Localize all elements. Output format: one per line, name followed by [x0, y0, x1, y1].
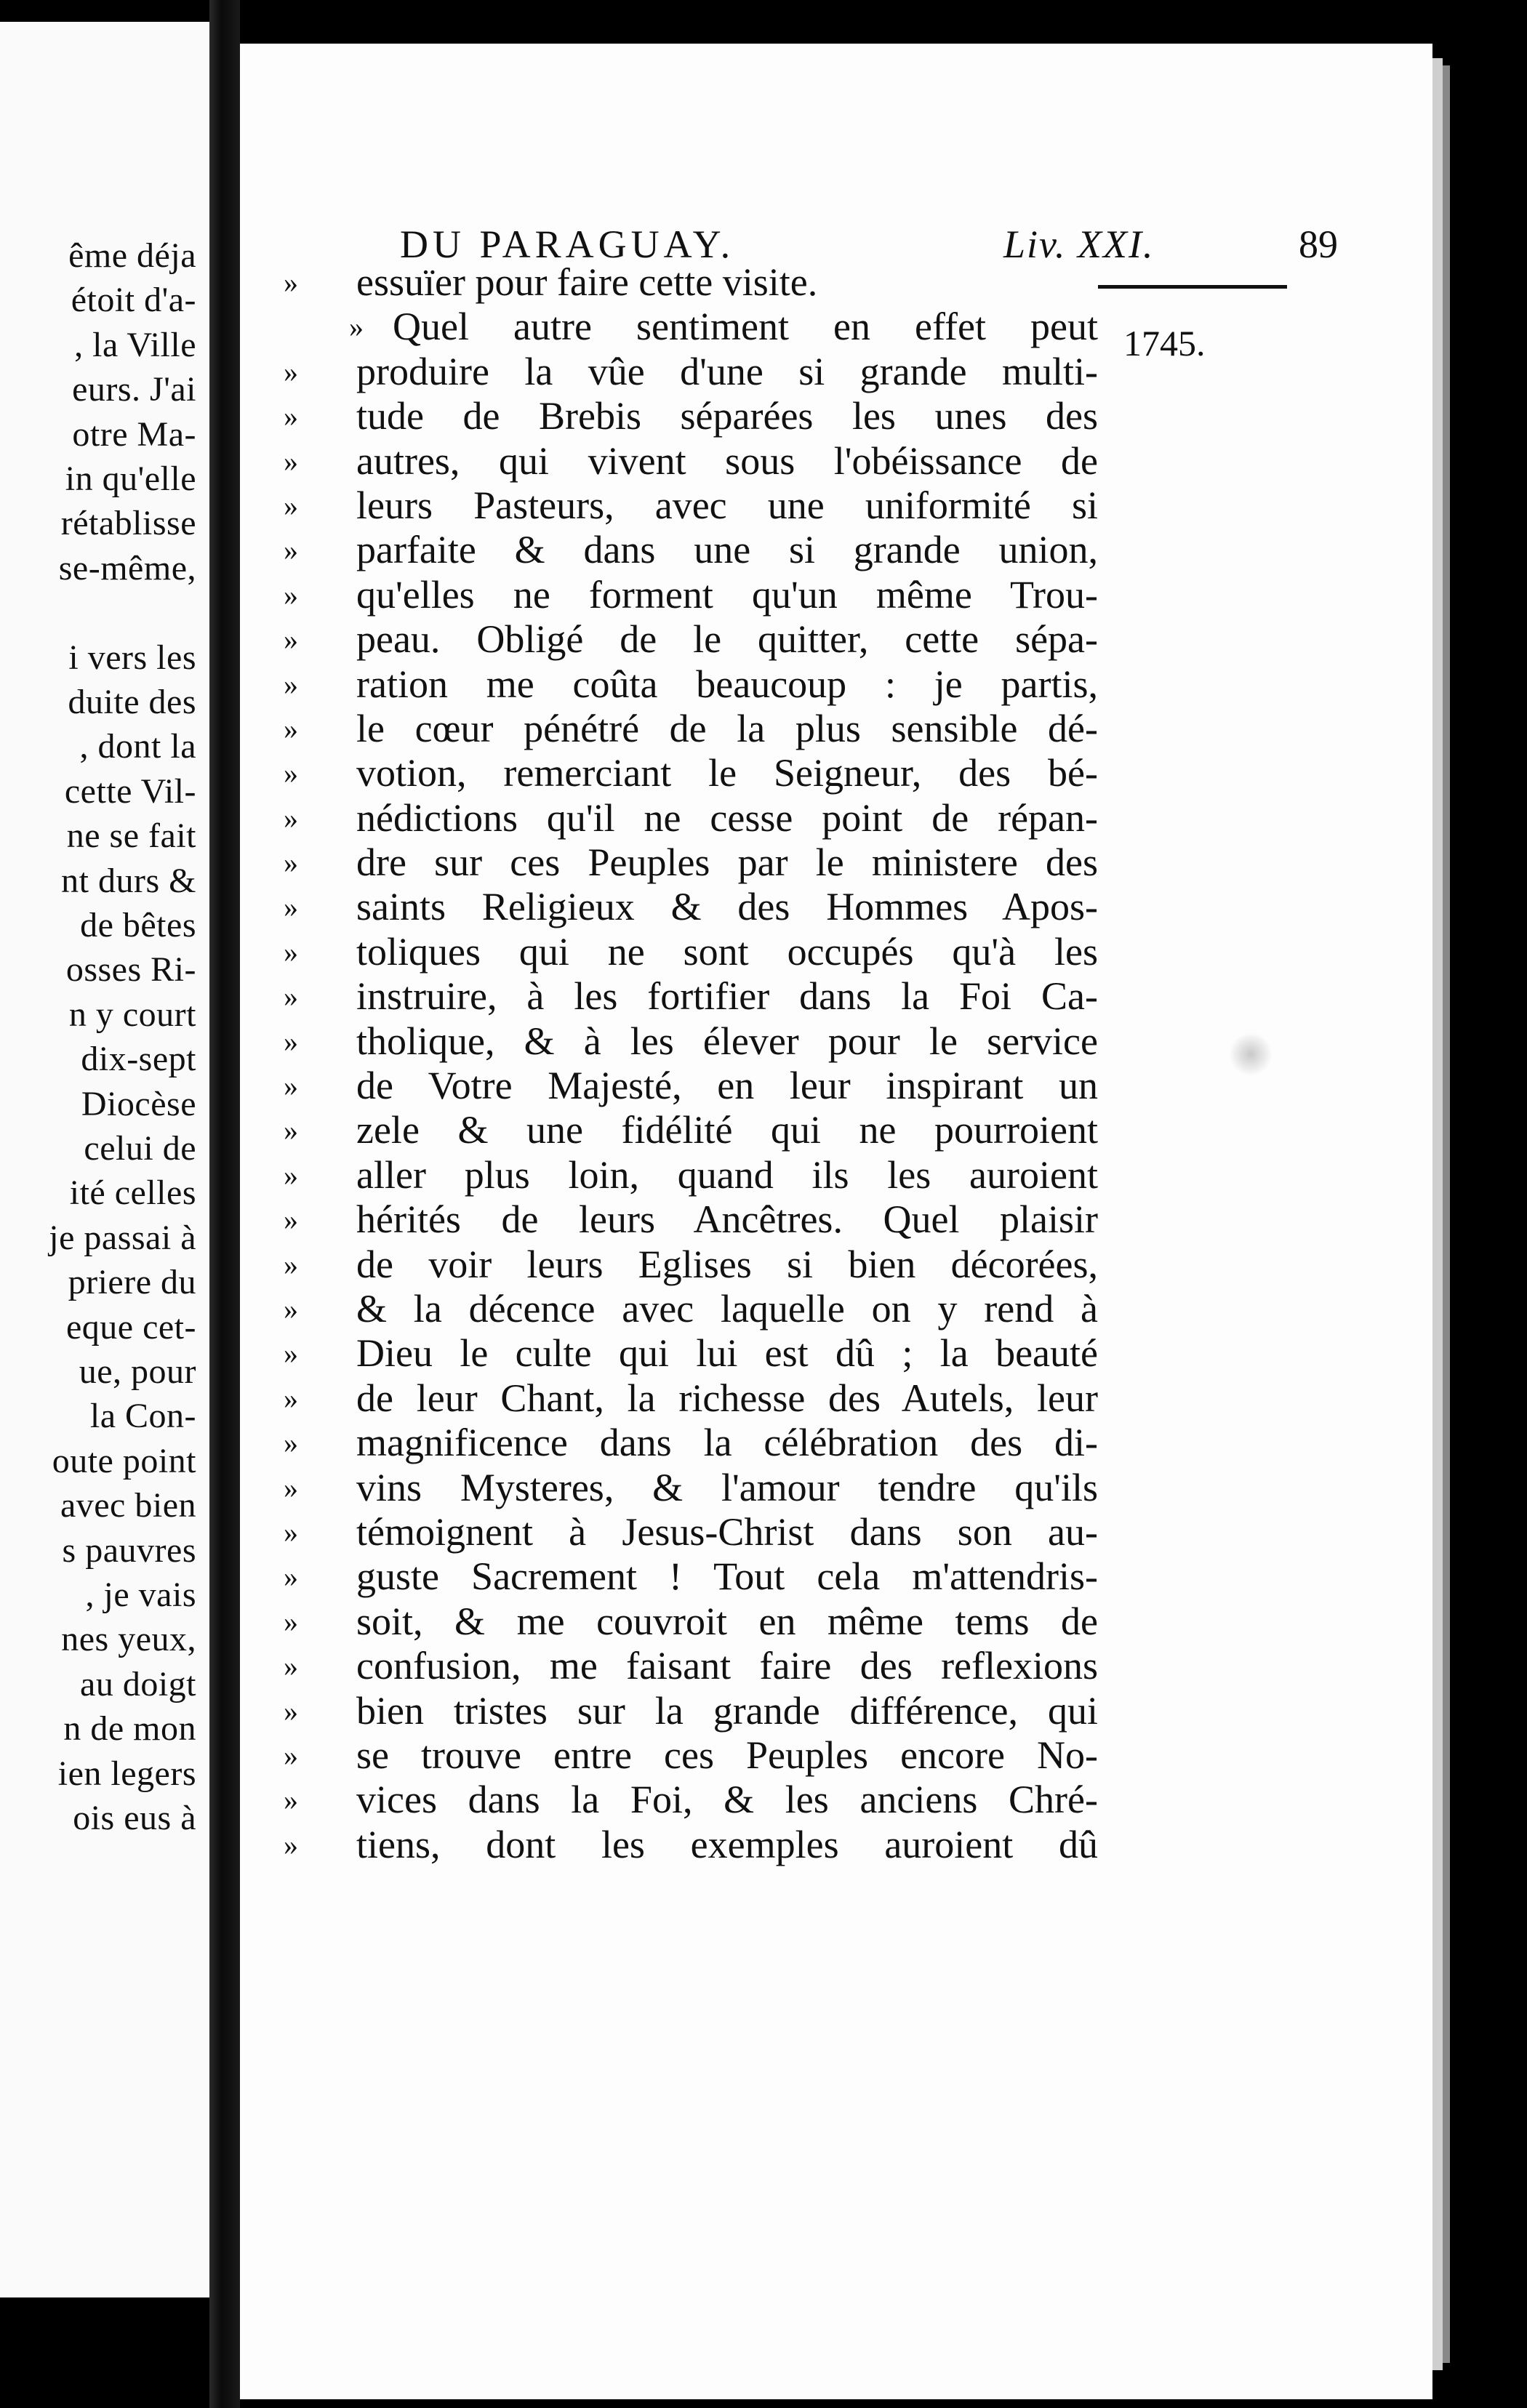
- quotation-mark: »: [284, 534, 298, 567]
- text-line: [284, 930, 1098, 974]
- margin-year: 1745.: [1123, 323, 1206, 364]
- quotation-mark: »: [284, 1426, 298, 1460]
- quotation-mark: »: [284, 1605, 298, 1638]
- left-page-line: rétablisse: [60, 504, 196, 543]
- line-text: zele & une fidélité qui ne pourroient: [356, 1108, 1098, 1152]
- line-text: tiens, dont les exemples auroient dû: [356, 1822, 1098, 1866]
- left-page-line: , je vais: [85, 1576, 196, 1614]
- text-line: [284, 1019, 1098, 1064]
- text-line: [284, 1554, 1098, 1599]
- page-edge: [1432, 58, 1443, 2370]
- quotation-mark: »: [284, 935, 298, 968]
- quotation-mark: »: [284, 1203, 298, 1237]
- line-text: parfaite & dans une si grande union,: [356, 528, 1098, 572]
- text-line: [284, 1108, 1098, 1152]
- text-line: [284, 617, 1098, 662]
- left-page-line: ité celles: [69, 1173, 196, 1213]
- text-line: [284, 1331, 1098, 1376]
- text-line: [284, 483, 1098, 528]
- line-text: nédictions qu'il ne cesse point de répan-: [356, 795, 1098, 840]
- body-text: [284, 260, 1098, 1867]
- quotation-mark: »: [284, 891, 298, 924]
- quotation-mark: »: [284, 578, 298, 611]
- text-line: [284, 885, 1098, 929]
- left-page-line: n de mon: [63, 1709, 196, 1749]
- line-text: produire la vûe d'une si grande multi-: [356, 349, 1098, 393]
- quotation-mark: »: [284, 1828, 298, 1861]
- quotation-mark: »: [284, 1248, 298, 1281]
- quotation-mark: »: [284, 623, 298, 657]
- left-facing-page: [0, 22, 209, 2297]
- text-line: [284, 1466, 1098, 1510]
- quotation-mark: »: [284, 846, 298, 880]
- left-page-line: de bêtes: [80, 906, 196, 944]
- text-line: [284, 1197, 1098, 1242]
- quotation-mark: »: [284, 1337, 298, 1370]
- line-text: magnificence dans la célébration des di-: [356, 1421, 1098, 1465]
- quotation-mark: »: [349, 310, 364, 344]
- left-page-line: ois eus à: [73, 1799, 196, 1837]
- quotation-mark: »: [284, 1694, 298, 1727]
- line-text: confusion, me faisant faire des reflexions: [356, 1644, 1098, 1688]
- left-page-line: dix-sept: [81, 1040, 196, 1079]
- text-line: [284, 1733, 1098, 1778]
- line-text: de voir leurs Eglises si bien décorées,: [356, 1242, 1098, 1286]
- quotation-mark: »: [284, 801, 298, 835]
- text-line: [284, 662, 1098, 707]
- text-line: [284, 1600, 1098, 1644]
- paper-smudge: [1229, 1032, 1272, 1076]
- quotation-mark: »: [284, 1381, 298, 1415]
- line-text: tude de Brebis séparées les unes des: [356, 394, 1098, 438]
- text-line: [284, 1153, 1098, 1197]
- line-text: qu'elles ne forment qu'un même Trou-: [356, 572, 1098, 617]
- quotation-mark: »: [284, 1114, 298, 1147]
- quotation-mark: »: [284, 1738, 298, 1772]
- text-line: [284, 1689, 1098, 1733]
- line-text: ration me coûta beaucoup : je partis,: [356, 662, 1098, 706]
- left-page-line: ne se fait: [66, 816, 196, 856]
- line-text: de Votre Majesté, en leur inspirant un: [356, 1064, 1098, 1108]
- text-line: [284, 439, 1098, 483]
- left-page-line: au doigt: [80, 1664, 196, 1703]
- text-line: [284, 350, 1098, 394]
- book-number: Liv. XXI.: [1003, 222, 1155, 266]
- text-line: [284, 751, 1098, 795]
- quotation-mark: »: [284, 266, 298, 299]
- line-text: soit, & me couvroit en même tems de: [356, 1599, 1098, 1643]
- book-gutter: [209, 0, 240, 2408]
- quotation-mark: »: [284, 1560, 298, 1594]
- line-text: Dieu le culte qui lui est dû ; la beauté: [356, 1331, 1098, 1376]
- left-page-line: ême déja: [68, 236, 196, 275]
- quotation-mark: »: [284, 980, 298, 1014]
- left-page-line: avec bien: [60, 1486, 196, 1525]
- line-text: autres, qui vivent sous l'obéissance de: [356, 438, 1098, 483]
- text-line: [284, 1421, 1098, 1465]
- left-page-line: nt durs &: [61, 861, 196, 900]
- line-text: guste Sacrement ! Tout cela m'attendris-: [356, 1554, 1098, 1599]
- left-page-line: étoit d'a-: [71, 281, 196, 320]
- left-page-line: se-même,: [58, 548, 196, 587]
- line-text: se trouve entre ces Peuples encore No-: [356, 1733, 1098, 1777]
- page-edge-shadow: [1443, 65, 1450, 2363]
- left-page-line: eurs. J'ai: [72, 370, 196, 409]
- quotation-mark: »: [284, 1292, 298, 1325]
- quotation-mark: »: [284, 400, 298, 433]
- line-text: témoignent à Jesus-Christ dans son au-: [356, 1509, 1098, 1554]
- line-text: tholique, & à les élever pour le service: [356, 1019, 1098, 1063]
- page-number: 89: [1299, 222, 1338, 266]
- left-page-line: ien legers: [57, 1754, 196, 1793]
- quotation-mark: »: [284, 1069, 298, 1103]
- line-text: saints Religieux & des Hommes Apos-: [356, 885, 1098, 929]
- left-page-line: eque cet-: [65, 1307, 196, 1347]
- text-line: [284, 1510, 1098, 1554]
- left-page-line: n y court: [68, 995, 196, 1034]
- text-line: [284, 394, 1098, 438]
- line-text: peau. Obligé de le quitter, cette sépa-: [356, 617, 1098, 662]
- text-line: [284, 1778, 1098, 1822]
- left-page-line: , la Ville: [74, 325, 196, 364]
- text-line: [284, 796, 1098, 840]
- left-page-line: osses Ri-: [65, 950, 196, 990]
- quotation-mark: »: [284, 1158, 298, 1192]
- quotation-mark: »: [284, 1471, 298, 1504]
- left-page-line: s pauvres: [62, 1530, 196, 1570]
- left-page-line: Diocèse: [81, 1084, 196, 1123]
- quotation-mark: »: [284, 489, 298, 522]
- line-text: dre sur ces Peuples par le ministere des: [356, 840, 1098, 885]
- running-title: DU PARAGUAY.: [400, 222, 735, 266]
- text-line: [284, 974, 1098, 1019]
- line-text: leurs Pasteurs, avec une uniformité si: [356, 483, 1098, 527]
- left-page-line: cette Vil-: [64, 771, 196, 811]
- left-page-line: la Con-: [89, 1397, 196, 1436]
- line-text: & la décence avec laquelle on y rend à: [356, 1286, 1098, 1331]
- text-line: [284, 260, 1098, 305]
- left-page-line: i vers les: [68, 638, 196, 677]
- left-page-line: otre Ma-: [72, 414, 196, 454]
- line-text: le cœur pénétré de la plus sensible dé-: [356, 706, 1098, 750]
- text-line: [284, 1376, 1098, 1421]
- left-page-line: je passai à: [49, 1218, 196, 1257]
- text-line: [284, 305, 1098, 349]
- line-text: de leur Chant, la richesse des Autels, leur: [356, 1376, 1098, 1420]
- quotation-mark: »: [284, 1783, 298, 1817]
- left-page-line: in qu'elle: [65, 459, 196, 498]
- text-line: [284, 1243, 1098, 1287]
- line-text: hérités de leurs Ancêtres. Quel plaisir: [356, 1197, 1098, 1242]
- quotation-mark: »: [284, 444, 298, 478]
- quotation-mark: »: [284, 1515, 298, 1549]
- text-line: [284, 573, 1098, 617]
- quotation-mark: »: [284, 355, 298, 388]
- line-text: bien tristes sur la grande différence, qui: [356, 1688, 1098, 1733]
- text-line: [284, 707, 1098, 751]
- quotation-mark: »: [284, 712, 298, 745]
- left-page-line: celui de: [84, 1129, 196, 1168]
- margin-rule: [1098, 285, 1287, 289]
- text-line: [284, 1287, 1098, 1331]
- quotation-mark: »: [284, 757, 298, 790]
- left-page-line: oute point: [52, 1441, 196, 1480]
- line-text: essuïer pour faire cette visite.: [356, 260, 818, 304]
- left-page-line: duite des: [68, 683, 196, 721]
- quotation-mark: »: [284, 1024, 298, 1058]
- left-page-line: ue, pour: [79, 1352, 196, 1391]
- left-page-line: nes yeux,: [61, 1620, 196, 1659]
- line-text: vins Mysteres, & l'amour tendre qu'ils: [356, 1465, 1098, 1509]
- text-line: [284, 1823, 1098, 1867]
- text-line: [284, 528, 1098, 572]
- left-page-line: , dont la: [79, 727, 196, 766]
- text-line: [284, 1644, 1098, 1688]
- quotation-mark: »: [284, 1650, 298, 1683]
- line-text: Quel autre sentiment en effet peut: [393, 305, 1098, 349]
- right-page: [240, 44, 1432, 2399]
- text-line: [284, 840, 1098, 885]
- line-text: toliques qui ne sont occupés qu'à les: [356, 929, 1098, 974]
- quotation-mark: »: [284, 667, 298, 701]
- line-text: vices dans la Foi, & les anciens Chré-: [356, 1778, 1098, 1822]
- line-text: aller plus loin, quand ils les auroient: [356, 1152, 1098, 1197]
- line-text: instruire, à les fortifier dans la Foi Ca-: [356, 974, 1098, 1019]
- left-page-line: priere du: [68, 1263, 196, 1302]
- line-text: votion, remerciant le Seigneur, des bé-: [356, 751, 1098, 795]
- text-line: [284, 1064, 1098, 1108]
